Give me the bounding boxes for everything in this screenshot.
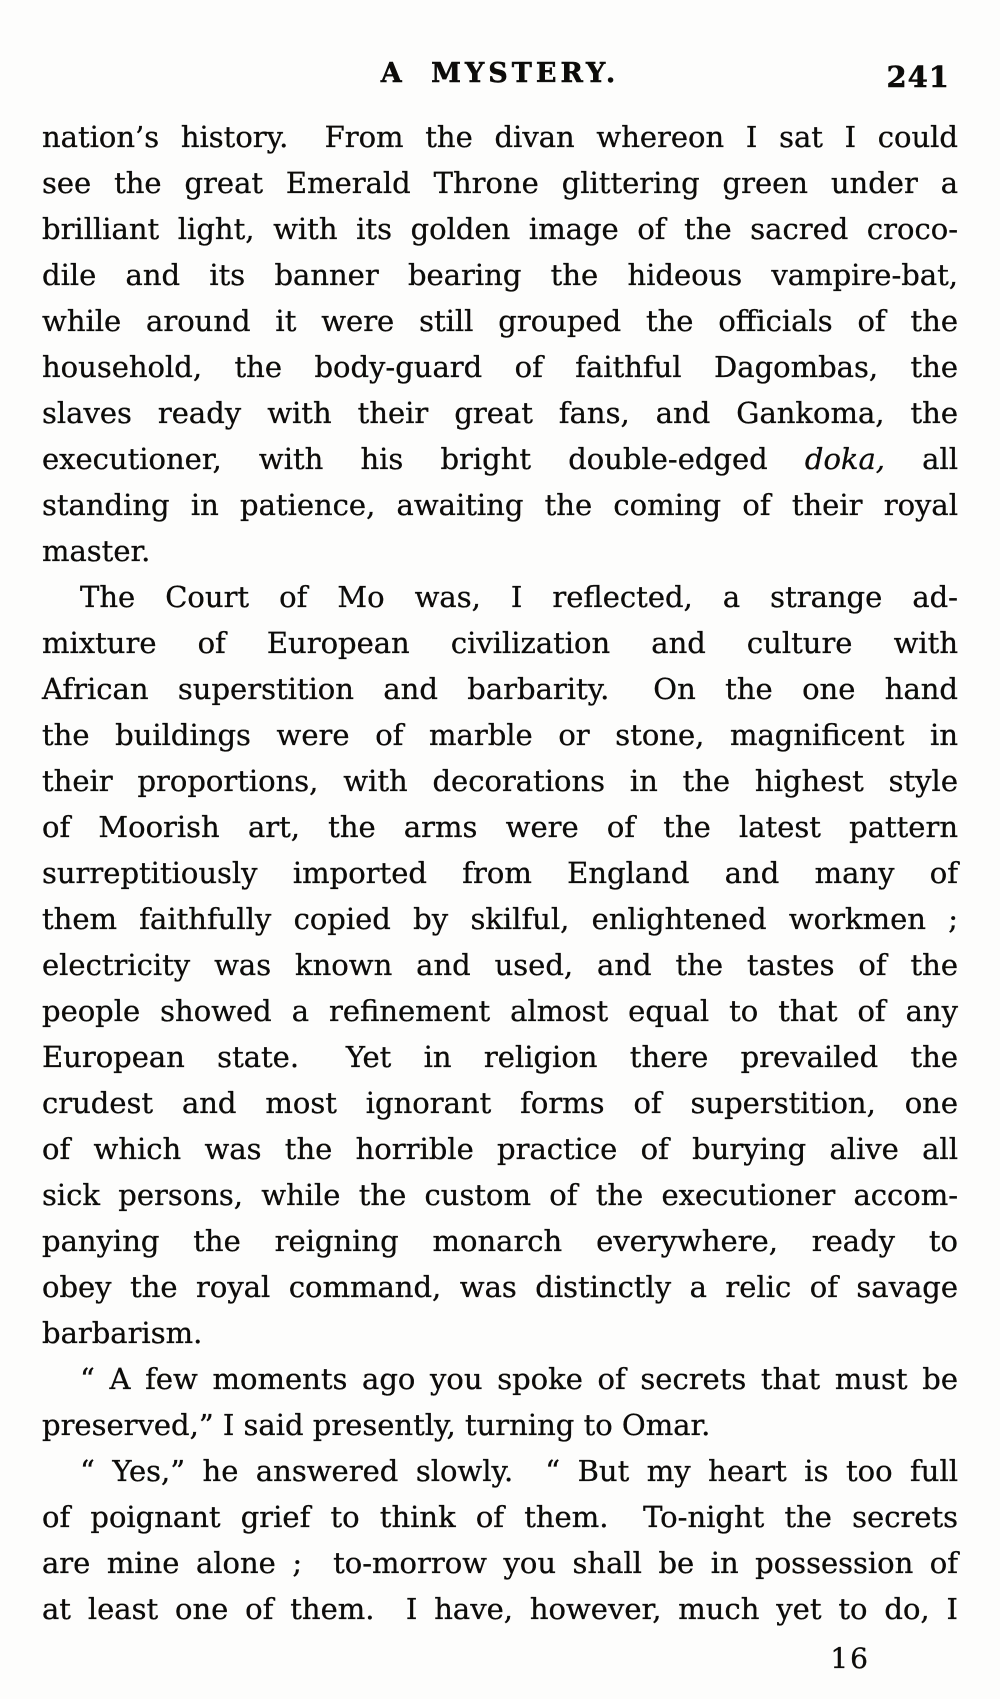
text-line [42,1540,958,1586]
text-segment: The Court of Mo was, I reflected, a strange ad- [80,580,958,614]
text-line [42,988,958,1034]
text-line [42,298,958,344]
text-line [42,804,958,850]
text-segment: nation’s history. From the divan whereon I sat I could [42,120,958,154]
page-header [0,58,1000,94]
text-segment: barbarism. [42,1316,203,1350]
text-segment: surreptitiously imported from England and many of [42,856,958,890]
text-segment: the buildings were of marble or stone, magnificent in [42,718,958,752]
text-segment: sick persons, while the custom of the executioner accom- [42,1178,958,1212]
text-line [42,114,958,160]
text-line [42,1218,958,1264]
text-line [42,1356,958,1402]
text-segment: mixture of European civilization and culture with [42,626,958,660]
text-line [42,252,958,298]
text-segment: brilliant light, with its golden image of the sacred croco- [42,212,958,246]
text-line [42,390,958,436]
text-line [42,574,958,620]
text-segment: preserved,” I said presently, turning to Omar. [42,1408,711,1442]
text-line [42,620,958,666]
text-line [42,1494,958,1540]
text-segment: people showed a refinement almost equal to that of any [42,994,958,1028]
text-segment: “ A few moments ago you spoke of secrets that must be [80,1362,958,1396]
text-segment: European state. Yet in religion there prevailed the [42,1040,958,1074]
text-segment: see the great Emerald Throne glittering green under a [42,166,958,200]
text-segment: electricity was known and used, and the tastes of the [42,948,958,982]
text-line [42,1034,958,1080]
text-segment: at least one of them. I have, however, much yet to do, I [42,1592,958,1626]
text-segment: all [885,442,958,476]
body-text [42,114,958,1632]
text-segment: them faithfully copied by skilful, enlightened workmen ; [42,902,958,936]
text-line [42,1264,958,1310]
text-line [42,1080,958,1126]
text-segment: their proportions, with decorations in the highest style [42,764,958,798]
text-segment: panying the reigning monarch everywhere, ready to [42,1224,958,1258]
text-segment: slaves ready with their great fans, and Gankoma, the [42,396,958,430]
text-segment: while around it were still grouped the officials of the [42,304,958,338]
text-segment: “ Yes,” he answered slowly. “ But my heart is too full [80,1454,958,1488]
text-segment: dile and its banner bearing the hideous vampire-bat, [42,258,958,292]
text-line [42,1310,958,1356]
running-title: A MYSTERY. [380,58,620,89]
text-line [42,436,958,482]
page-number: 241 [886,60,950,94]
text-segment: executioner, with his bright double-edged [42,442,805,476]
text-line [42,206,958,252]
text-line [42,850,958,896]
text-segment: African superstition and barbarity. On the one hand [42,672,958,706]
text-segment: of poignant grief to think of them. To-night the secrets [42,1500,958,1534]
text-line [42,942,958,988]
text-line [42,344,958,390]
text-segment: crudest and most ignorant forms of superstition, one [42,1086,958,1120]
text-segment: master. [42,534,151,568]
text-line [42,1126,958,1172]
text-line [42,160,958,206]
italic-word: doka, [804,442,885,476]
text-segment: household, the body-guard of faithful Dagombas, the [42,350,958,384]
text-segment: standing in patience, awaiting the coming of their royal [42,488,958,522]
text-line [42,666,958,712]
text-line [42,528,958,574]
text-line [42,1402,958,1448]
text-line [42,482,958,528]
text-segment: are mine alone ; to-morrow you shall be in possession of [42,1546,958,1580]
text-segment: of which was the horrible practice of burying alive all [42,1132,958,1166]
text-line [42,758,958,804]
text-segment: of Moorish art, the arms were of the latest pattern [42,810,958,844]
text-line [42,896,958,942]
text-segment: obey the royal command, was distinctly a relic of savage [42,1270,958,1304]
text-line [42,1172,958,1218]
text-line [42,1448,958,1494]
text-line [42,1586,958,1632]
text-line [42,712,958,758]
signature-mark: 16 [830,1642,870,1675]
